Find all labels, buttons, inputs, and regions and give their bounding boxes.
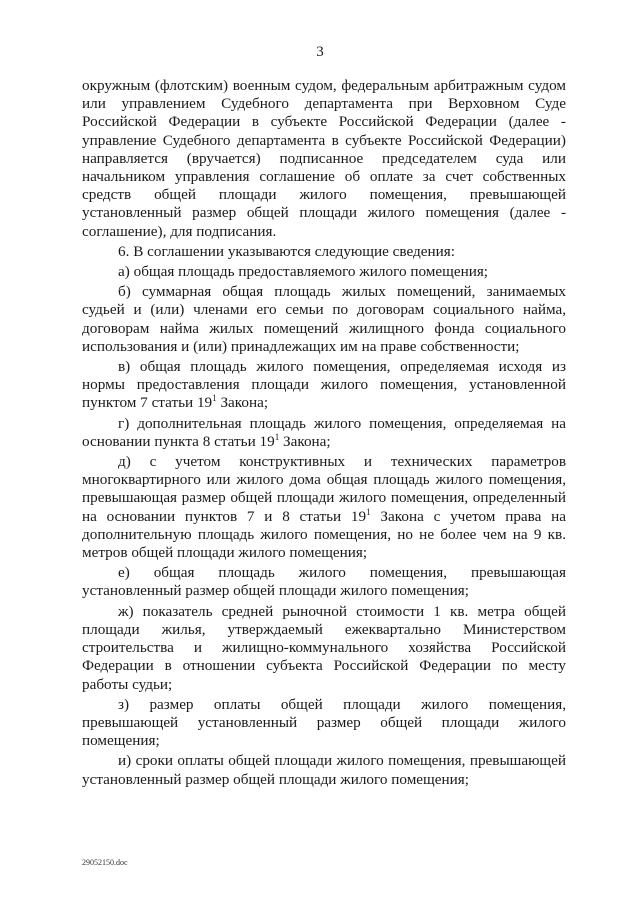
superscript-one: 1 xyxy=(212,393,217,404)
paragraph-item-e: е) общая площадь жилого помещения, превышающая установленный размер общей площади жилого помещения; xyxy=(82,564,566,600)
paragraph-item-i: и) сроки оплаты общей площади жилого помещения, превышающей установленный размер общей площади жилого помещения; xyxy=(82,752,566,788)
paragraph-item-6: 6. В соглашении указываются следующие сведения: xyxy=(118,242,455,260)
paragraph-item-d: д) с учетом конструктивных и технических параметров многоквартирного или жилого дома общая площадь жилого помещения, превышающая размер общей площади жилого помещения, определенный на основании пунктов 7 и 8 статьи $19^1$ Закона с учетом права на дополнительную площадь жилого помещения, но не более чем на 9 кв. метров общей площади жилого помещения; xyxy=(82,453,566,562)
superscript-one: 1 xyxy=(274,431,280,442)
paragraph-item-zh: ж) показатель средней рыночной стоимости 1 кв. метра общей площади жилья, утверждаемый ежеквартально Министерством строительства и жилищно-коммунального хозяйства Российской Федерации в отношении субъекта Российской Федерации по месту работы судьи; xyxy=(82,602,566,693)
footer-file-name: 29052150.doc xyxy=(82,858,128,867)
paragraph-continuation: окружным (флотским) военным судом, федеральным арбитражным судом или управлением Судебного департамента при Верховном Суде Российской Федерации в субъекте Российской Федерации (далее - управление Судебного департамента в субъекте Российской Федерации) направляется (вручается) подписанное председателем суда или начальником управления соглашение об оплате за счет собственных средств общей площади жилого помещения, превышающей установленный размер общей площади жилого помещения (далее - соглашение), для подписания. xyxy=(82,77,566,240)
page-number: 3 xyxy=(316,44,324,60)
paragraph-item-b: б) суммарная общая площадь жилых помещений, занимаемых судьей и (или) членами его семьи по договорам социального найма, договорам найма жилых помещений жилищного фонда социального использования и (или) принадлежащих им на праве собственности; xyxy=(82,283,566,355)
document-body xyxy=(82,77,566,789)
superscript-one: 1 xyxy=(366,506,371,517)
paragraph-item-z: з) размер оплаты общей площади жилого помещения, превышающей установленный размер общей площади жилого помещения; xyxy=(82,695,566,750)
paragraph-item-g: г) дополнительная площадь жилого помещения, определяемая на основании пункта 8 статьи $19^1$ Закона; xyxy=(82,414,566,450)
paragraph-item-a: а) общая площадь предоставляемого жилого помещения; xyxy=(118,263,489,281)
paragraph-item-v: в) общая площадь жилого помещения, определяемая исходя из нормы предоставления площади жилого помещения, установленной пунктом 7 статьи $19^1$ Закона; xyxy=(82,358,566,412)
